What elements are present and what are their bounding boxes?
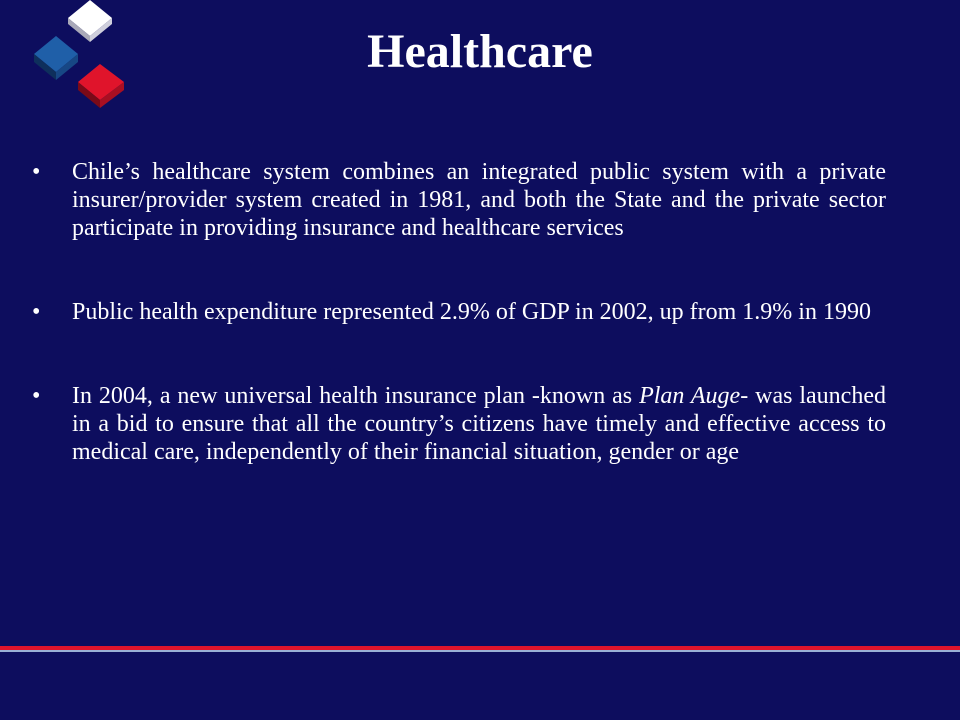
bullet-marker: • (32, 383, 41, 409)
bullet-text: Public health expenditure represented 2.9% of GDP in 2002, up from 1.9% in 1990 (72, 299, 871, 325)
plan-name: Plan Auge (639, 383, 741, 409)
slide-title: Healthcare (367, 25, 593, 78)
bullet-marker: • (32, 159, 41, 185)
bullet-text: Chile’s healthcare system combines an integrated public system with a private insurer/provider system created in 1981, and both the State and the private sector participate in providing insurance and healthcare services (72, 159, 886, 241)
bullet-item (30, 158, 886, 242)
bullet-text: In 2004, a new universal health insurance plan -known as (72, 383, 640, 409)
bullet-text-continued: - was launched in a bid to ensure that all the country’s citizens have timely and effective access to medical care, independently of their financial situation, gender or age (72, 383, 886, 465)
bullet-list (30, 158, 886, 522)
bullet-item (30, 382, 886, 466)
footer-light-rule (0, 650, 960, 652)
bullet-item (30, 298, 886, 326)
bullet-marker: • (32, 299, 41, 325)
